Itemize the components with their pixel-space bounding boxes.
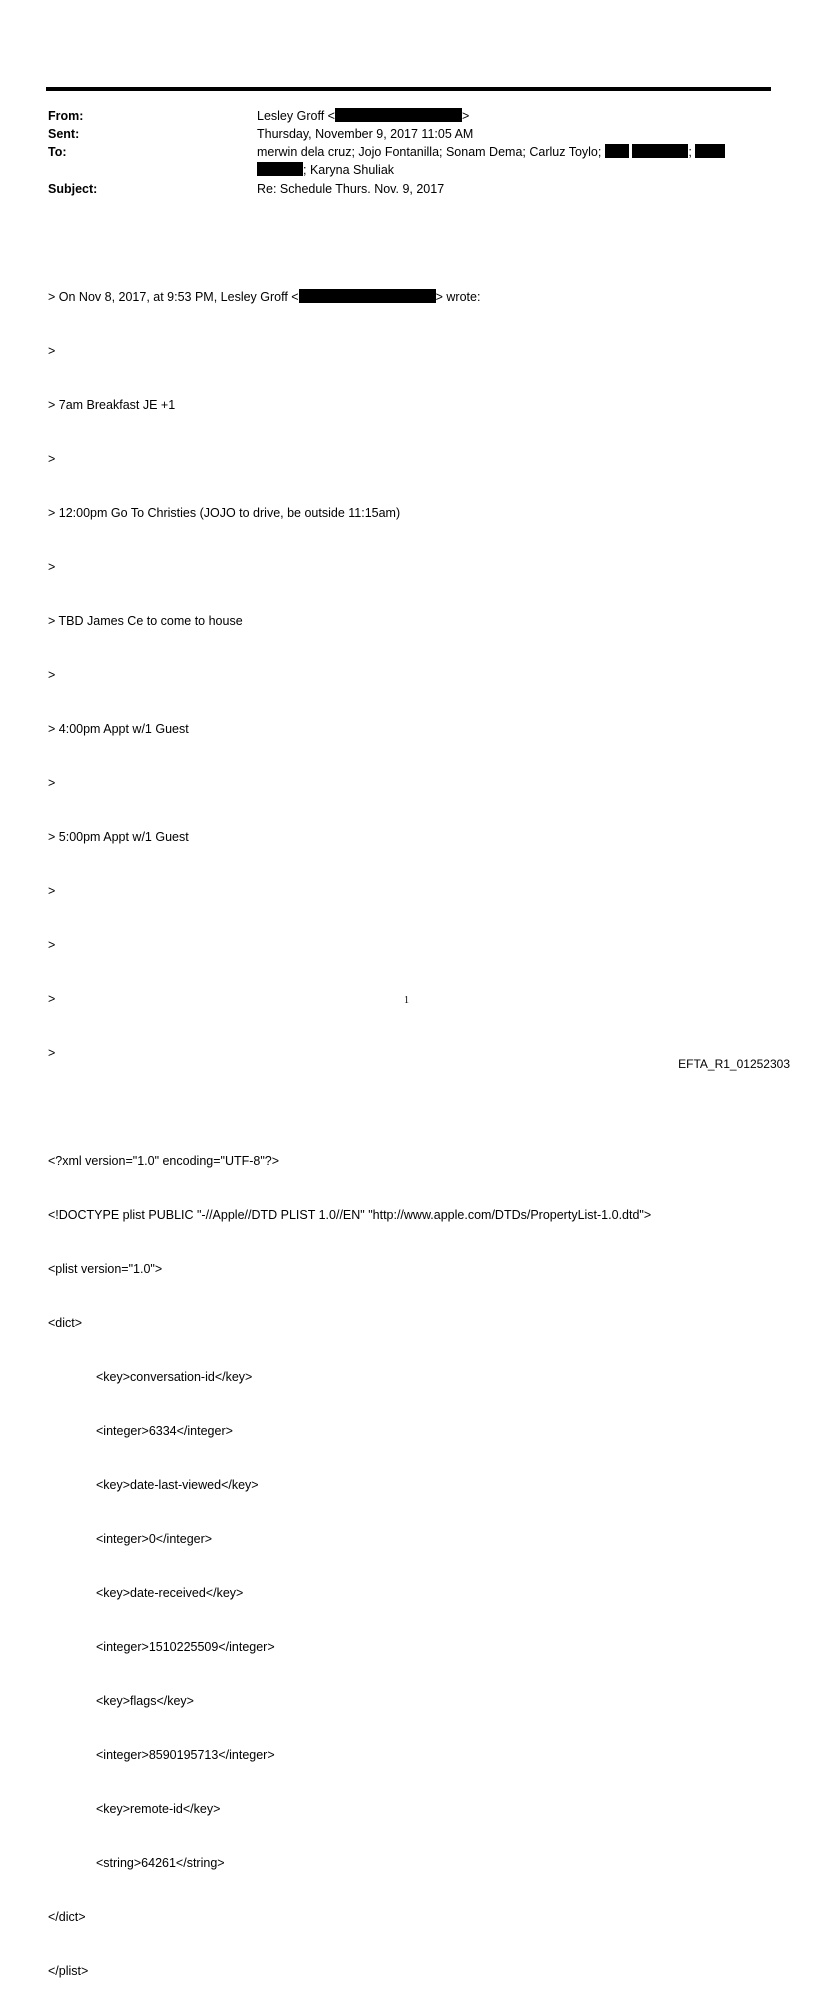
quote-line: > (48, 776, 56, 790)
quote-intro-suffix: > wrote: (435, 290, 481, 304)
quote-line: > 7am Breakfast JE +1 (48, 398, 176, 412)
subject-label: Subject: (48, 182, 98, 196)
from-label: From: (48, 109, 84, 123)
to-value-line1 (257, 143, 725, 161)
bates-number: EFTA_R1_01252303 (678, 1057, 790, 1071)
quote-line: > (48, 1046, 56, 1060)
plist-entry: <integer>6334</integer> (96, 1424, 233, 1438)
doctype-line: <!DOCTYPE plist PUBLIC "-//Apple//DTD PLIST 1.0//EN" "http://www.apple.com/DTDs/PropertyList-1.0.dtd"> (48, 1208, 652, 1222)
quote-line: > (48, 668, 56, 682)
redaction-box (299, 289, 436, 303)
page-number: 1 (404, 995, 409, 1006)
quote-intro (48, 288, 651, 306)
plist-open: <plist version="1.0"> (48, 1262, 163, 1276)
redaction-box (257, 162, 303, 176)
plist-entry: <key>flags</key> (96, 1694, 194, 1708)
redaction-box (335, 108, 462, 122)
plist-entry: <key>date-received</key> (96, 1586, 244, 1600)
from-value (257, 107, 469, 125)
plist-entry: <integer>1510225509</integer> (96, 1640, 275, 1654)
quote-line: > TBD James Ce to come to house (48, 614, 243, 628)
quote-line: > (48, 992, 56, 1006)
plist-entry: <string>64261</string> (96, 1856, 225, 1870)
redaction-box (632, 144, 688, 158)
sent-label: Sent: (48, 127, 80, 141)
from-close: > (461, 109, 470, 123)
quote-line: > (48, 560, 56, 574)
from-name: Lesley Groff < (257, 109, 335, 123)
plist-entry: <key>conversation-id</key> (96, 1370, 253, 1384)
quote-line: > 4:00pm Appt w/1 Guest (48, 722, 189, 736)
plist-entry: <integer>0</integer> (96, 1532, 213, 1546)
to-value-line2 (257, 161, 394, 179)
dict-close: </dict> (48, 1910, 86, 1924)
plist-entry: <key>date-last-viewed</key> (96, 1478, 259, 1492)
redaction-box (695, 144, 725, 158)
dict-open: <dict> (48, 1316, 83, 1330)
xml-declaration: <?xml version="1.0" encoding="UTF-8"?> (48, 1154, 280, 1168)
header-rule (46, 87, 771, 91)
quote-line: > (48, 884, 56, 898)
sent-value: Thursday, November 9, 2017 11:05 AM (257, 127, 474, 141)
quote-line: > 12:00pm Go To Christies (JOJO to drive, be outside 11:15am) (48, 506, 401, 520)
blank-line (48, 1098, 651, 1116)
to-label: To: (48, 145, 67, 159)
subject-value: Re: Schedule Thurs. Nov. 9, 2017 (257, 182, 445, 196)
to-recipients-tail: ; Karyna Shuliak (303, 163, 395, 177)
plist-close: </plist> (48, 1964, 89, 1978)
email-body (48, 252, 651, 1998)
quote-line: > 5:00pm Appt w/1 Guest (48, 830, 189, 844)
quote-intro-prefix: > On Nov 8, 2017, at 9:53 PM, Lesley Groff < (48, 290, 299, 304)
redaction-box (605, 144, 629, 158)
plist-entry: <integer>8590195713</integer> (96, 1748, 275, 1762)
quote-line: > (48, 452, 56, 466)
quote-line: > (48, 344, 56, 358)
to-recipients: merwin dela cruz; Jojo Fontanilla; Sonam Dema; Carluz Toylo; (257, 145, 602, 159)
plist-entry: <key>remote-id</key> (96, 1802, 221, 1816)
quote-line: > (48, 938, 56, 952)
to-semicolon: ; (688, 145, 692, 159)
